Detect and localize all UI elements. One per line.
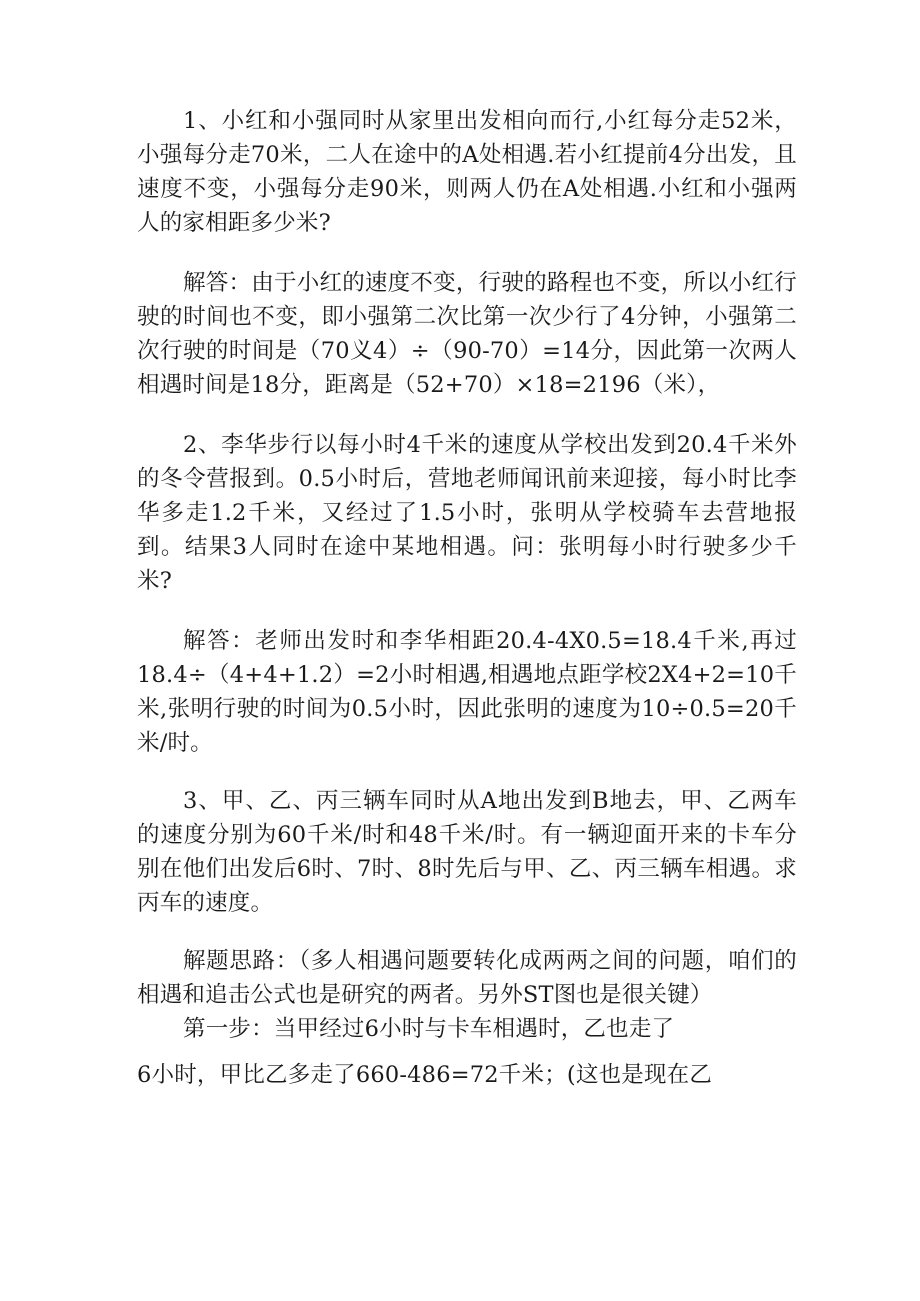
problem-3-step1-line1: 第一步：当甲经过6小时与卡车相遇时，乙也走了 [183, 1016, 675, 1042]
problem-2-question: 2、李华步行以每小时4千米的速度从学校出发到20.4千米外的冬令营报到。0.5小时后，营地老师闻讯前来迎接，每小时比李华多走1.2千米，又经过了1.5小时，张明从学校骑车去营地报到。结果3人同时在途中某地相遇。问：张明每小时行驶多少千米? [137, 432, 797, 594]
problem-1-answer: 解答：由于小红的速度不变，行驶的路程也不变，所以小红行驶的时间也不变，即小强第二次比第一次少行了4分钟，小强第二次行驶的时间是（70义4）÷（90-70）=14分，因此第一次两人相遇时间是18分，距离是（52+70）×18=2196（米）， [137, 270, 797, 398]
document-page [137, 104, 797, 1092]
problem-3-step1-line2: 6小时，甲比乙多走了660-486=72千米；(这也是现在乙 [137, 1062, 713, 1088]
problem-1-question: 1、小红和小强同时从家里出发相向而行,小红每分走52米，小强每分走70米，二人在途中的A处相遇.若小红提前4分出发，且速度不变，小强每分走90米，则两人仍在A处相遇.小红和小强两人的家相距多少米? [137, 108, 797, 236]
problem-3-approach: 解题思路：（多人相遇问题要转化成两两之间的问题，咱们的相遇和追击公式也是研究的两者。另外ST图也是很关键） [137, 948, 797, 1008]
problem-3-question: 3、甲、乙、丙三辆车同时从A地出发到B地去，甲、乙两车的速度分别为60千米/时和48千米/时。有一辆迎面开来的卡车分别在他们出发后6时、7时、8时先后与甲、乙、丙三辆车相遇。求丙车的速度。 [137, 788, 797, 916]
problem-2-answer: 解答：老师出发时和李华相距20.4-4X0.5=18.4千米,再过18.4÷（4+4+1.2）=2小时相遇,相遇地点距学校2X4+2=10千米,张明行驶的时间为0.5小时，因此张明的速度为10÷0.5=20千米/时。 [137, 628, 797, 756]
